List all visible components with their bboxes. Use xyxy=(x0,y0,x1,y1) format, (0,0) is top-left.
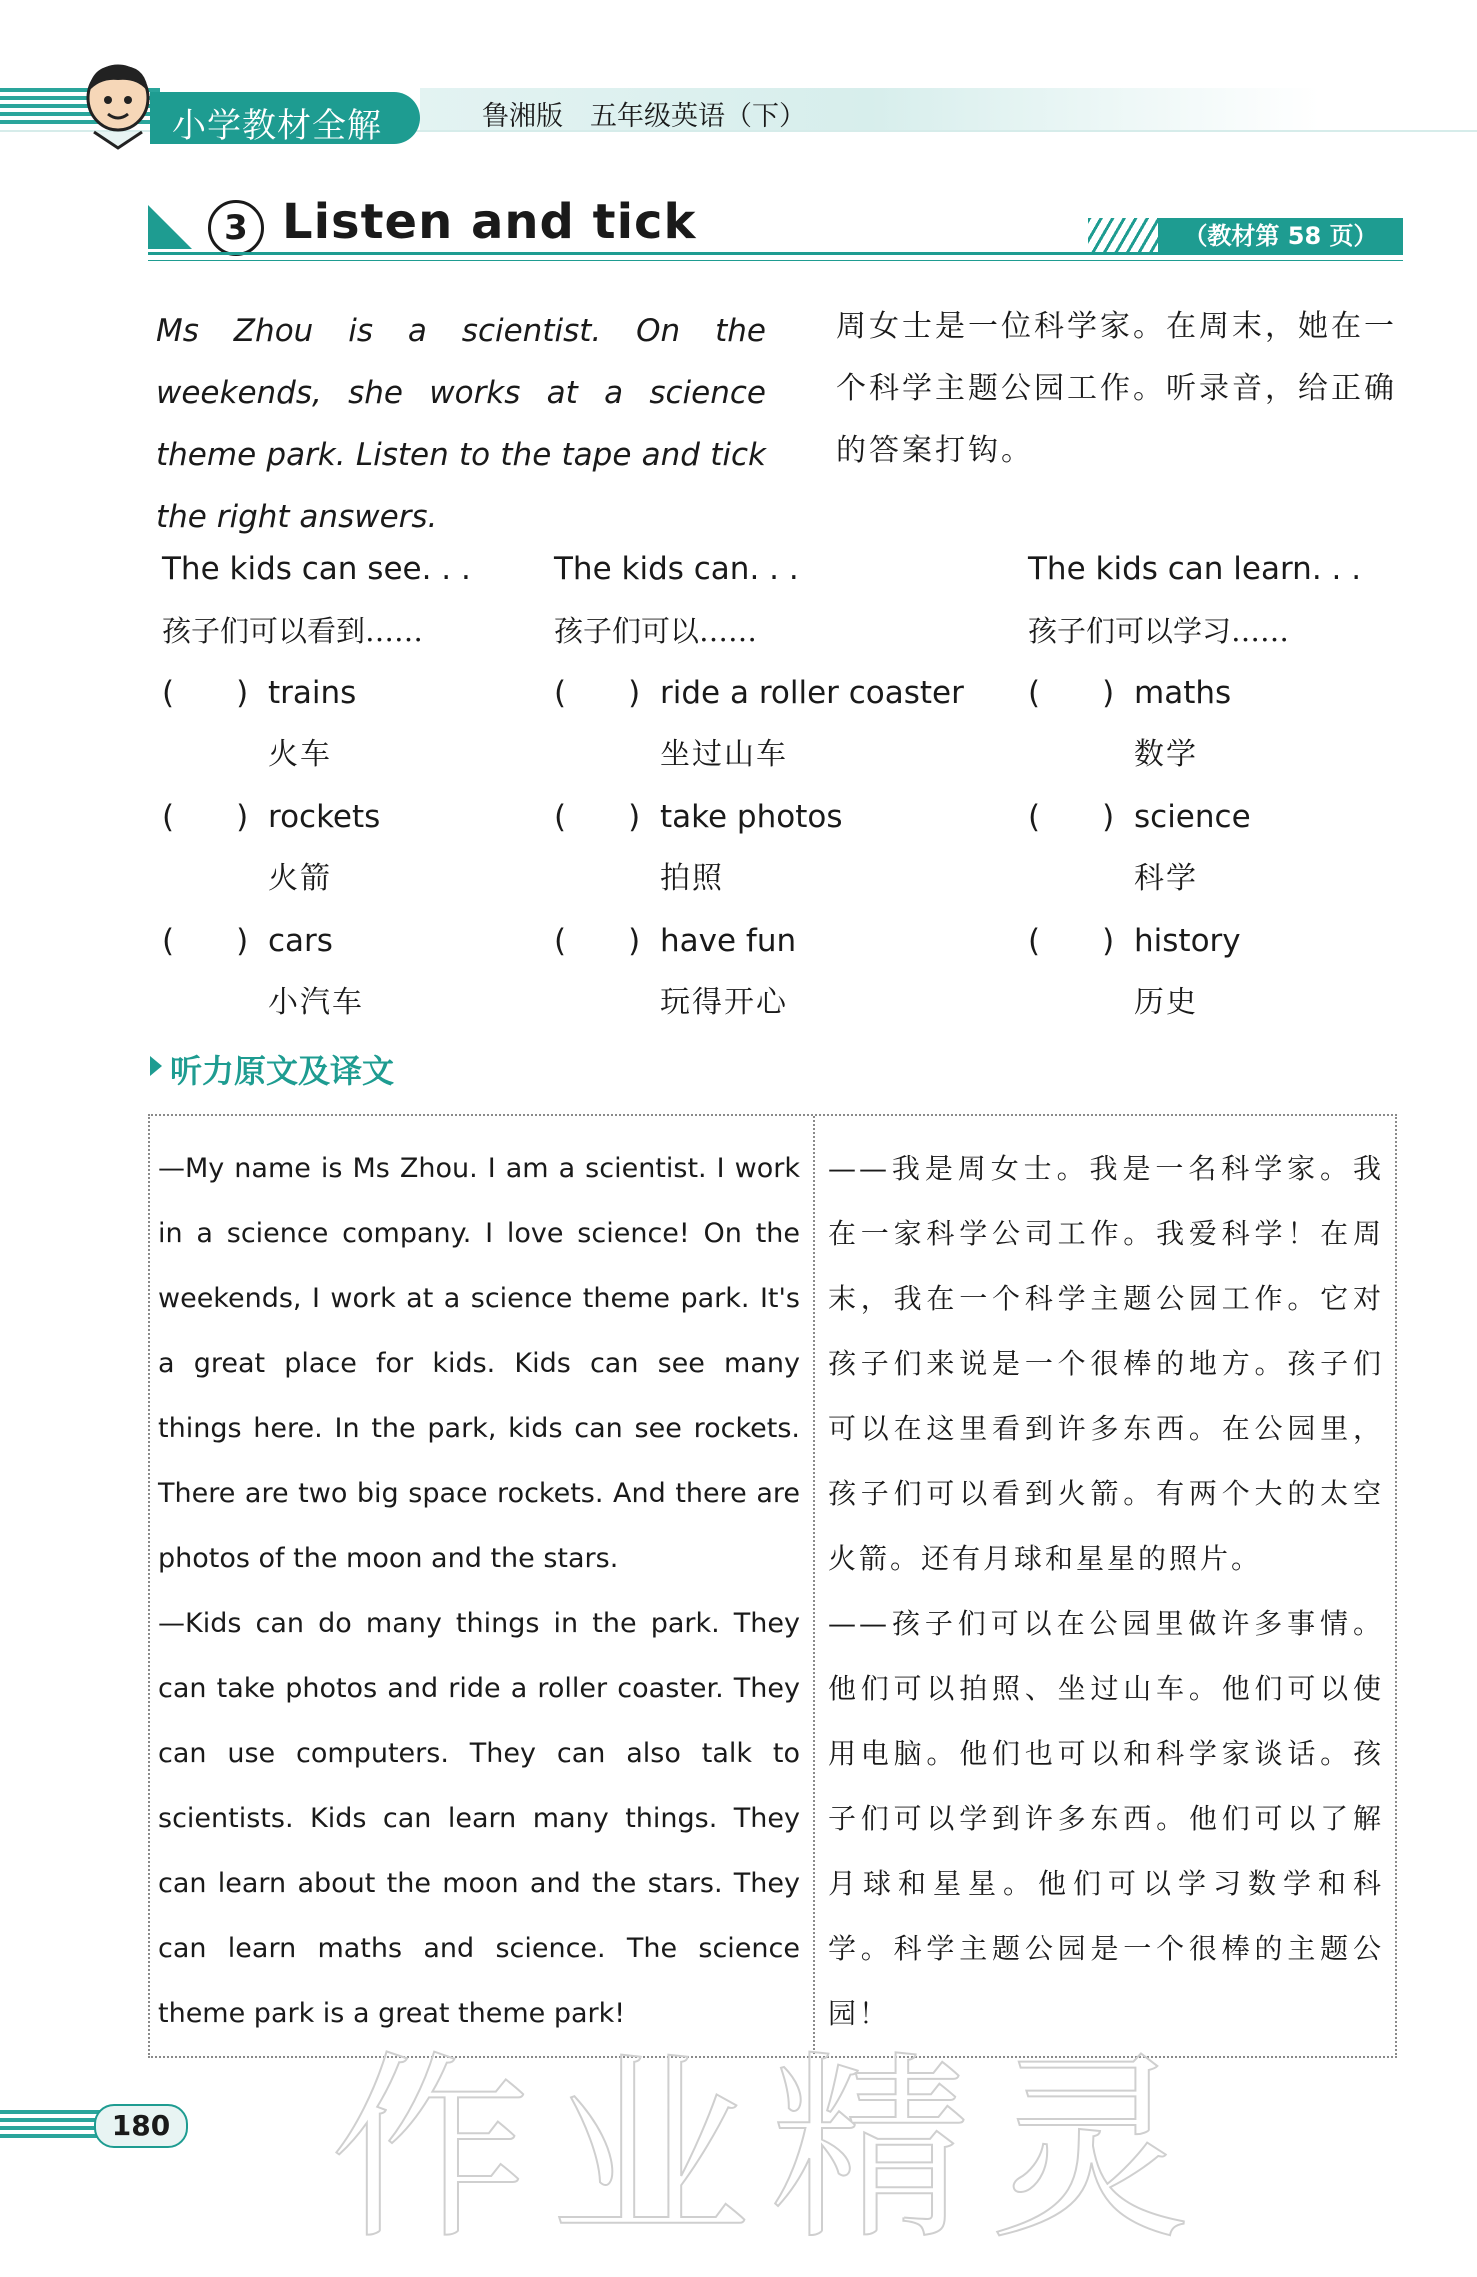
option-label: history xyxy=(1134,923,1241,959)
transcript-divider xyxy=(813,1116,815,2054)
option-have-fun[interactable] xyxy=(554,910,974,972)
option-translation: 玩得开心 xyxy=(660,985,788,1020)
option-roller-coaster[interactable] xyxy=(554,662,974,724)
tick-bracket[interactable]: ( ) xyxy=(554,675,641,711)
transcript-paragraph: —Kids can do many things in the park. They can take photos and ride a roller coaster. They can use computers. They can also talk to scientists. Kids can learn many things. They can learn about the moon and the stars. They can learn maths and science. The science theme park is a great theme park! xyxy=(158,1608,800,2029)
section-triangle-icon xyxy=(148,205,192,249)
option-take-photos[interactable] xyxy=(554,786,974,848)
option-label: have fun xyxy=(660,923,797,959)
tick-bracket[interactable]: ( ) xyxy=(162,799,249,835)
instructions-english: Ms Zhou is a scientist. On the weekends, she works at a science theme park. Listen to the tape and tick the right answers. xyxy=(156,313,766,535)
subheading-arrow-icon xyxy=(150,1056,162,1076)
transcript-paragraph: ——我是周女士。我是一名科学家。我在一家科学公司工作。我爱科学！在周末，我在一个科学主题公园工作。它对孩子们来说是一个很棒的地方。孩子们可以在这里看到许多东西。在公园里，孩子们可以看到火箭。有两个大的太空火箭。还有月球和星星的照片。 xyxy=(828,1152,1384,1575)
watermark: 作业精灵 xyxy=(330,2034,1211,2267)
option-trains[interactable] xyxy=(162,662,582,724)
column-learn xyxy=(1028,538,1448,1034)
transcript-paragraph: —My name is Ms Zhou. I am a scientist. I work in a science company. I love science! On the weekends, I work at a science theme park. It's a great place for kids. Kids can see many things here. In the park, kids can see rockets. There are two big space rockets. And there are photos of the moon and the stars. xyxy=(158,1153,800,1574)
tick-bracket[interactable]: ( ) xyxy=(162,923,249,959)
option-translation: 火箭 xyxy=(268,861,332,896)
option-history[interactable] xyxy=(1028,910,1448,972)
section-rule-thin xyxy=(148,260,1403,261)
boy-mascot-icon xyxy=(72,58,164,150)
option-label: trains xyxy=(268,675,357,711)
option-maths[interactable] xyxy=(1028,662,1448,724)
column-heading-zh: 孩子们可以看到…… xyxy=(162,614,424,648)
column-heading: The kids can learn. . . xyxy=(1028,551,1362,587)
column-heading-zh: 孩子们可以学习…… xyxy=(1028,614,1290,648)
column-see xyxy=(162,538,582,1034)
option-science[interactable] xyxy=(1028,786,1448,848)
option-translation: 坐过山车 xyxy=(660,737,788,772)
option-label: rockets xyxy=(268,799,381,835)
tick-bracket[interactable]: ( ) xyxy=(162,675,249,711)
option-label: science xyxy=(1134,799,1251,835)
column-can xyxy=(554,538,974,1034)
section-number: 3 xyxy=(208,200,264,256)
footer-stripes xyxy=(0,2110,100,2142)
option-translation: 科学 xyxy=(1134,861,1198,896)
tick-bracket[interactable]: ( ) xyxy=(1028,923,1115,959)
option-translation: 拍照 xyxy=(660,861,724,896)
textbook-page-ref: （教材第 58 页） xyxy=(1158,218,1403,254)
column-heading: The kids can see. . . xyxy=(162,551,471,587)
option-translation: 小汽车 xyxy=(268,985,364,1020)
tick-bracket[interactable]: ( ) xyxy=(554,923,641,959)
page-number: 180 xyxy=(94,2104,188,2148)
option-label: ride a roller coaster xyxy=(660,675,964,711)
column-heading-zh: 孩子们可以…… xyxy=(554,614,758,648)
header-series-label: 小学教材全解 xyxy=(172,106,382,146)
tick-bracket[interactable]: ( ) xyxy=(1028,675,1115,711)
transcript-chinese xyxy=(828,1136,1384,2046)
option-rockets[interactable] xyxy=(162,786,582,848)
header-book-title: 鲁湘版 五年级英语（下） xyxy=(482,101,806,132)
option-translation: 历史 xyxy=(1134,985,1198,1020)
transcript-title: 听力原文及译文 xyxy=(170,1052,395,1090)
option-label: cars xyxy=(268,923,333,959)
column-heading: The kids can. . . xyxy=(554,551,799,587)
transcript-english xyxy=(158,1136,800,2046)
option-label: maths xyxy=(1134,675,1232,711)
option-cars[interactable] xyxy=(162,910,582,972)
instructions-chinese: 周女士是一位科学家。在周末，她在一个科学主题公园工作。听录音，给正确的答案打钩。 xyxy=(836,309,1397,468)
option-translation: 火车 xyxy=(268,737,332,772)
tick-bracket[interactable]: ( ) xyxy=(1028,799,1115,835)
section-title: Listen and tick xyxy=(282,194,697,250)
transcript-paragraph: ——孩子们可以在公园里做许多事情。他们可以拍照、坐过山车。他们可以使用电脑。他们也可以和科学家谈话。孩子们可以学到许多东西。他们可以了解月球和星星。他们可以学习数学和科学。科学主题公园是一个很棒的主题公园！ xyxy=(828,1607,1384,2030)
option-translation: 数学 xyxy=(1134,737,1198,772)
tick-bracket[interactable]: ( ) xyxy=(554,799,641,835)
section-stripes xyxy=(1088,218,1158,254)
option-label: take photos xyxy=(660,799,843,835)
